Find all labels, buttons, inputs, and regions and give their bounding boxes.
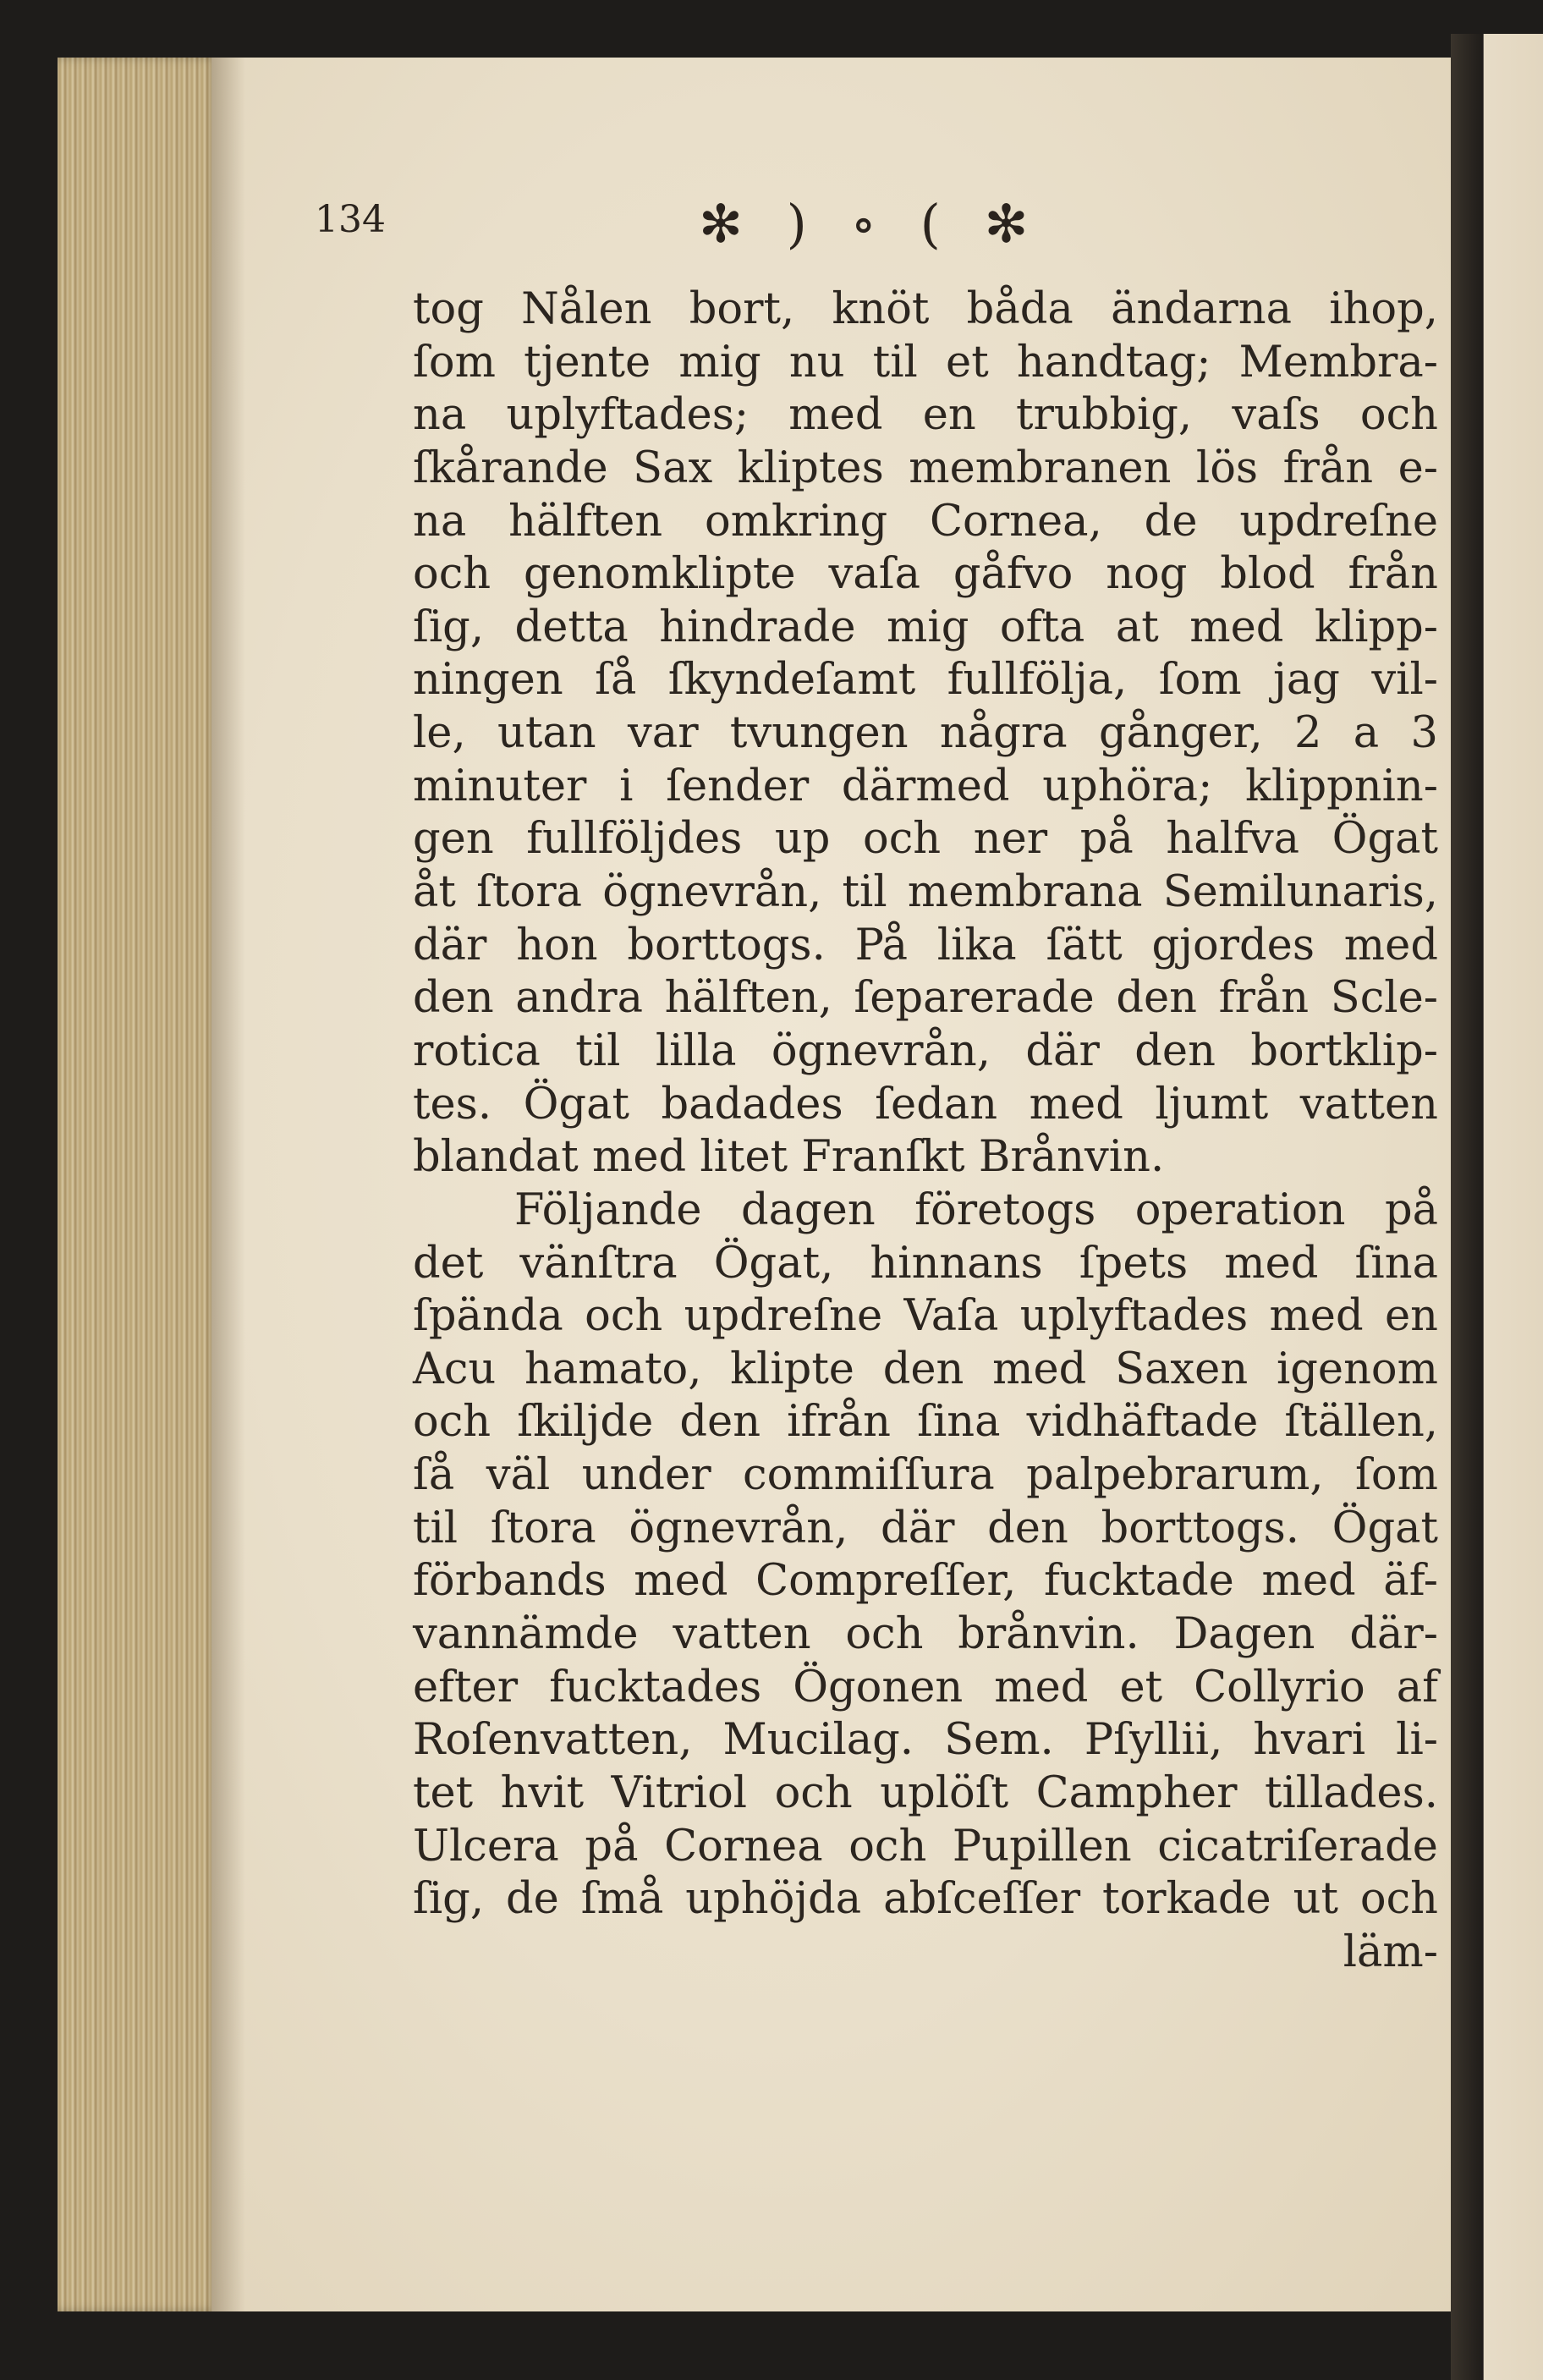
text-line: minuter i ſender därmed uphöra; klippnin-	[413, 761, 1438, 811]
text-line: til ſtora ögnevrån, där den borttogs. Ögat	[413, 1503, 1438, 1553]
text-line: tog Nålen bort, knöt båda ändarna ihop,	[413, 284, 1438, 334]
text-line: förbands med Compreſſer, fucktade med äf-	[413, 1556, 1438, 1607]
text-line: ſig, detta hindrade mig ofta at med klipp-	[413, 602, 1438, 652]
text-line: och ſkiljde den ifrån ſina vidhäftade ſtällen,	[413, 1397, 1438, 1448]
text-line: gen fullföljdes up och ner på halfva Ögat	[413, 814, 1438, 865]
body-text	[413, 283, 1438, 2145]
text-line: den andra hälften, ſeparerade den från Scle-	[413, 973, 1438, 1024]
text-line: vannämde vatten och brånvin. Dagen där-	[413, 1609, 1438, 1660]
text-line: ſpända och updreſne Vaſa uplyftades med en	[413, 1291, 1438, 1342]
text-line: rotica til lilla ögnevrån, där den bortklip-	[413, 1025, 1438, 1076]
text-line: blandat med litet Franſkt Brånvin.	[413, 1132, 1165, 1183]
page-number: 134	[315, 198, 386, 241]
text-line: na uplyftades; med en trubbig, vaſs och	[413, 390, 1438, 441]
page-header	[315, 193, 1440, 278]
text-line: tes. Ögat badades ſedan med ljumt vatten	[413, 1079, 1438, 1130]
page-shadow	[211, 58, 245, 2311]
text-line: ningen ſå ſkyndeſamt fullfölja, ſom jag vil-	[413, 655, 1438, 706]
text-line: och genomklipte vaſa gåfvo nog blod från	[413, 549, 1438, 600]
text-line: le, utan var tvungen några gånger, 2 a 3	[413, 708, 1438, 759]
text-line: Ulcera på Cornea och Pupillen cicatriſerade	[413, 1821, 1438, 1872]
text-line: åt ſtora ögnevrån, til membrana Semilunaris,	[413, 867, 1438, 918]
text-line: ſå väl under commiſſura palpebrarum, ſom	[413, 1450, 1438, 1501]
text-line: det vänſtra Ögat, hinnans ſpets med ſina	[413, 1238, 1438, 1289]
text-line: ſom tjente mig nu til et handtag; Membra-	[413, 337, 1438, 388]
text-line: Roſenvatten, Mucilag. Sem. Pſyllii, hvari li-	[413, 1715, 1438, 1766]
text-line: ſig, de ſmå uphöjda abſceſſer torkade ut och	[413, 1874, 1438, 1925]
text-line: Följande dagen företogs operation på	[514, 1185, 1438, 1235]
text-line: ſkårande Sax kliptes membranen lös från e-	[413, 442, 1438, 493]
catchword: läm-	[1343, 1927, 1438, 1977]
text-line: tet hvit Vitriol och uplöſt Campher tillades.	[413, 1767, 1438, 1818]
page-edges	[58, 58, 218, 2311]
text-line: efter fucktades Ögonen med et Collyrio af	[413, 1662, 1438, 1712]
facing-page-edge	[1451, 34, 1543, 2380]
text-line: na hälften omkring Cornea, de updreſne	[413, 496, 1438, 547]
text-line: Acu hamato, klipte den med Saxen igenom	[413, 1344, 1438, 1394]
header-ornament: ✻ ) ∘ ( ✻	[699, 193, 1042, 255]
text-line: där hon borttogs. På lika ſätt gjordes med	[413, 920, 1438, 970]
